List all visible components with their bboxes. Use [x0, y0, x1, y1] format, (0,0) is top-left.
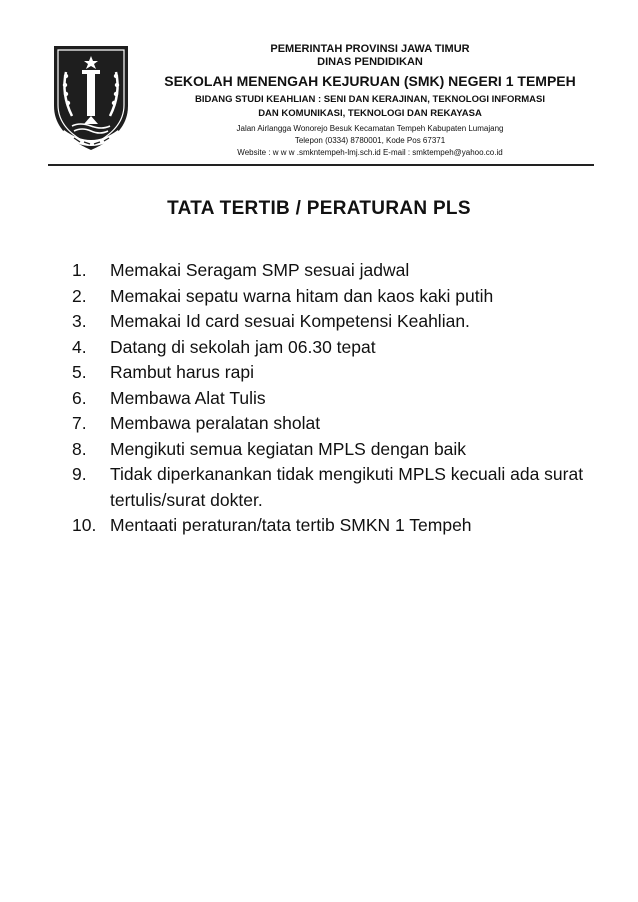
rule-number: 8. [72, 438, 87, 459]
rule-text: Membawa Alat Tulis [110, 387, 266, 408]
rule-item [72, 411, 612, 437]
rule-text: Membawa peralatan sholat [110, 413, 321, 433]
rule-number: 9. [72, 464, 87, 484]
rule-text: Mengikuti semua kegiatan MPLS dengan baik [110, 438, 467, 459]
rule-item [72, 462, 612, 513]
rule-item [72, 513, 612, 539]
rule-number: 2. [72, 285, 87, 306]
rules-list [72, 258, 612, 539]
letterhead [0, 0, 638, 170]
rule-text: Memakai sepatu warna hitam dan kaos kaki putih [110, 285, 494, 306]
rule-number: 7. [72, 413, 87, 433]
rule-number: 10. [72, 515, 97, 535]
letterhead-divider [48, 164, 594, 166]
rule-item [72, 335, 612, 361]
rule-item [72, 284, 612, 310]
rule-text: Tidak diperkanankan tidak mengikuti MPLS kecuali ada surat tertulis/surat dokter. [110, 464, 584, 510]
rule-item [72, 258, 612, 284]
rule-text: Rambut harus rapi [110, 362, 254, 382]
rule-number: 1. [72, 260, 87, 280]
rule-item [72, 437, 612, 463]
agency-name: DINAS PENDIDIKAN [317, 56, 423, 68]
document-title: TATA TERTIB / PERATURAN PLS [167, 198, 471, 219]
letterhead-text [140, 42, 600, 159]
school-phone: Telepon (0334) 8780001, Kode Pos 67371 [294, 136, 446, 145]
rule-item [72, 386, 612, 412]
rule-number: 6. [72, 387, 87, 408]
school-contact: Website : w w w .smkntempeh-lmj.sch.id E-mail : smktempeh@yahoo.co.id [237, 148, 503, 157]
rule-item [72, 309, 612, 335]
school-name: SEKOLAH MENENGAH KEJURUAN (SMK) NEGERI 1 TEMPEH [164, 73, 576, 89]
east-java-provincial-crest-icon [48, 42, 134, 154]
rule-text: Mentaati peraturan/tata tertib SMKN 1 Tempeh [110, 515, 472, 535]
field-of-study-line-2: DAN KOMUNIKASI, TEKNOLOGI DAN REKAYASA [258, 108, 482, 119]
rule-text: Memakai Id card sesuai Kompetensi Keahlian. [110, 311, 470, 331]
rule-text: Memakai Seragam SMP sesuai jadwal [110, 260, 410, 280]
province-name: PEMERINTAH PROVINSI JAWA TIMUR [270, 43, 470, 55]
rule-item [72, 360, 612, 386]
school-address: Jalan Airlangga Wonorejo Besuk Kecamatan Tempeh Kabupaten Lumajang [236, 124, 504, 133]
rule-number: 3. [72, 311, 87, 331]
field-of-study-line-1: BIDANG STUDI KEAHLIAN : SENI DAN KERAJINAN, TEKNOLOGI INFORMASI [195, 94, 545, 105]
rule-number: 4. [72, 336, 87, 357]
rule-number: 5. [72, 362, 87, 382]
rule-text: Datang di sekolah jam 06.30 tepat [110, 336, 376, 357]
